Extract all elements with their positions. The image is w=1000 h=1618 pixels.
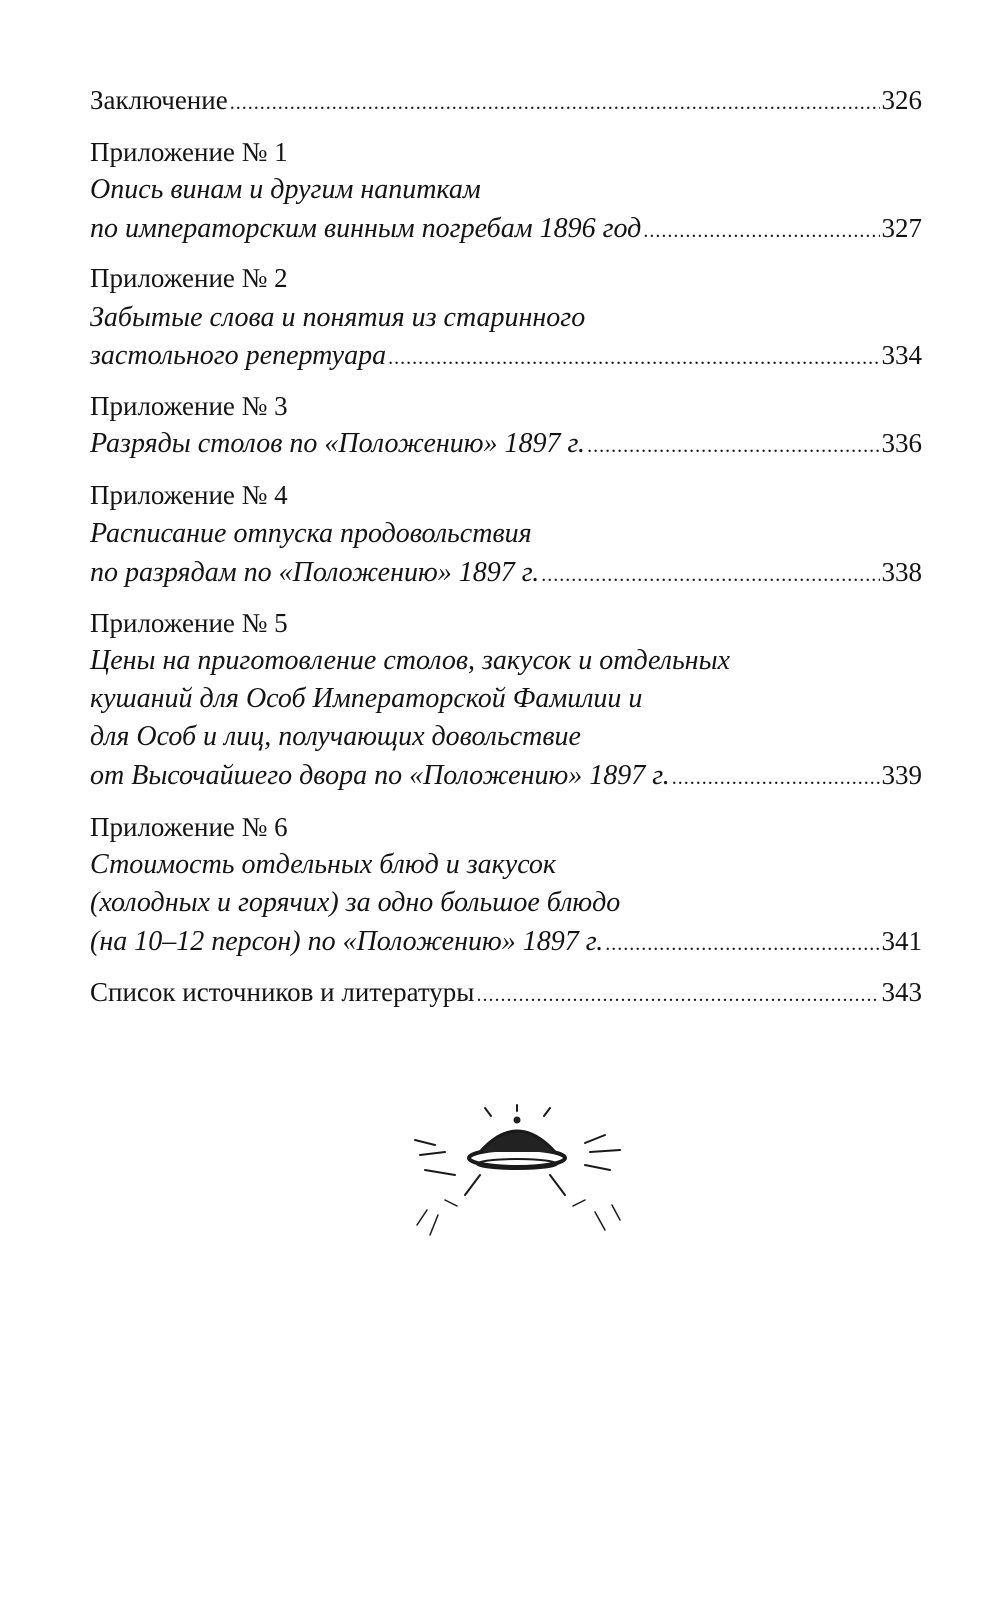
dot-leader bbox=[541, 556, 879, 594]
toc-page: 336 bbox=[881, 428, 922, 458]
toc-appendix-line: кушаний для Особ Императорской Фамилии и bbox=[90, 683, 643, 714]
toc-entry-appendix-3[interactable] bbox=[90, 424, 922, 462]
toc-title: Список источников и литературы bbox=[90, 977, 475, 1007]
toc-appendix-title[interactable]: Приложение № 2 bbox=[90, 263, 288, 293]
toc-page: 339 bbox=[881, 760, 922, 790]
toc-appendix-line: (холодных и горячих) за одно большое блюдо bbox=[90, 887, 621, 918]
dot-leader bbox=[587, 427, 879, 465]
toc-appendix-line: по разрядам по «Положению» 1897 г. bbox=[90, 557, 540, 588]
toc-appendix-line: застольного репертуара bbox=[90, 340, 387, 371]
toc-appendix-line: Опись винам и другим напиткам bbox=[90, 174, 481, 205]
toc-appendix-line: от Высочайшего двора по «Положению» 1897 г. bbox=[90, 760, 670, 791]
dot-leader bbox=[672, 759, 880, 797]
toc-appendix-title[interactable]: Приложение № 6 bbox=[90, 812, 288, 842]
toc-entry-appendix-1[interactable] bbox=[90, 209, 922, 247]
toc-appendix-line: по императорским винным погребам 1896 год bbox=[90, 213, 642, 244]
dot-leader bbox=[605, 925, 879, 963]
toc-appendix-line: (на 10–12 персон) по «Положению» 1897 г. bbox=[90, 926, 604, 957]
toc-entry-appendix-6[interactable] bbox=[90, 922, 922, 960]
toc-page: 326 bbox=[881, 85, 922, 115]
toc-entry-conclusion[interactable] bbox=[90, 81, 922, 119]
toc-appendix-title[interactable]: Приложение № 4 bbox=[90, 480, 288, 510]
toc-appendix-line: Стоимость отдельных блюд и закусок bbox=[90, 849, 557, 880]
toc-page: 338 bbox=[881, 557, 922, 587]
toc-entry-appendix-5[interactable] bbox=[90, 756, 922, 794]
toc-appendix-title[interactable]: Приложение № 3 bbox=[90, 391, 288, 421]
toc-appendix-line: Расписание отпуска продовольствия bbox=[90, 518, 532, 549]
dot-leader bbox=[643, 212, 879, 250]
dot-leader bbox=[388, 339, 879, 377]
toc-title: Заключение bbox=[90, 85, 228, 115]
toc-appendix-line: Забытые слова и понятия из старинного bbox=[90, 302, 586, 333]
toc-appendix-title[interactable]: Приложение № 1 bbox=[90, 137, 288, 167]
toc-appendix-title[interactable]: Приложение № 5 bbox=[90, 608, 288, 638]
toc-entry-sources[interactable] bbox=[90, 973, 922, 1011]
toc-appendix-line: Цены на приготовление столов, закусок и отдельных bbox=[90, 645, 730, 676]
toc-page: 343 bbox=[881, 977, 922, 1007]
toc-page: 334 bbox=[881, 340, 922, 370]
toc-appendix-line: Разряды столов по «Положению» 1897 г. bbox=[90, 428, 586, 459]
toc-page: 327 bbox=[881, 213, 922, 243]
dot-leader bbox=[230, 84, 880, 122]
toc-appendix-line: для Особ и лиц, получающих довольствие bbox=[90, 721, 581, 752]
toc-entry-appendix-4[interactable] bbox=[90, 553, 922, 591]
cloche-dish-icon bbox=[405, 1100, 650, 1245]
dot-leader bbox=[476, 976, 879, 1014]
toc-entry-appendix-2[interactable] bbox=[90, 336, 922, 374]
toc-page: 341 bbox=[881, 926, 922, 956]
